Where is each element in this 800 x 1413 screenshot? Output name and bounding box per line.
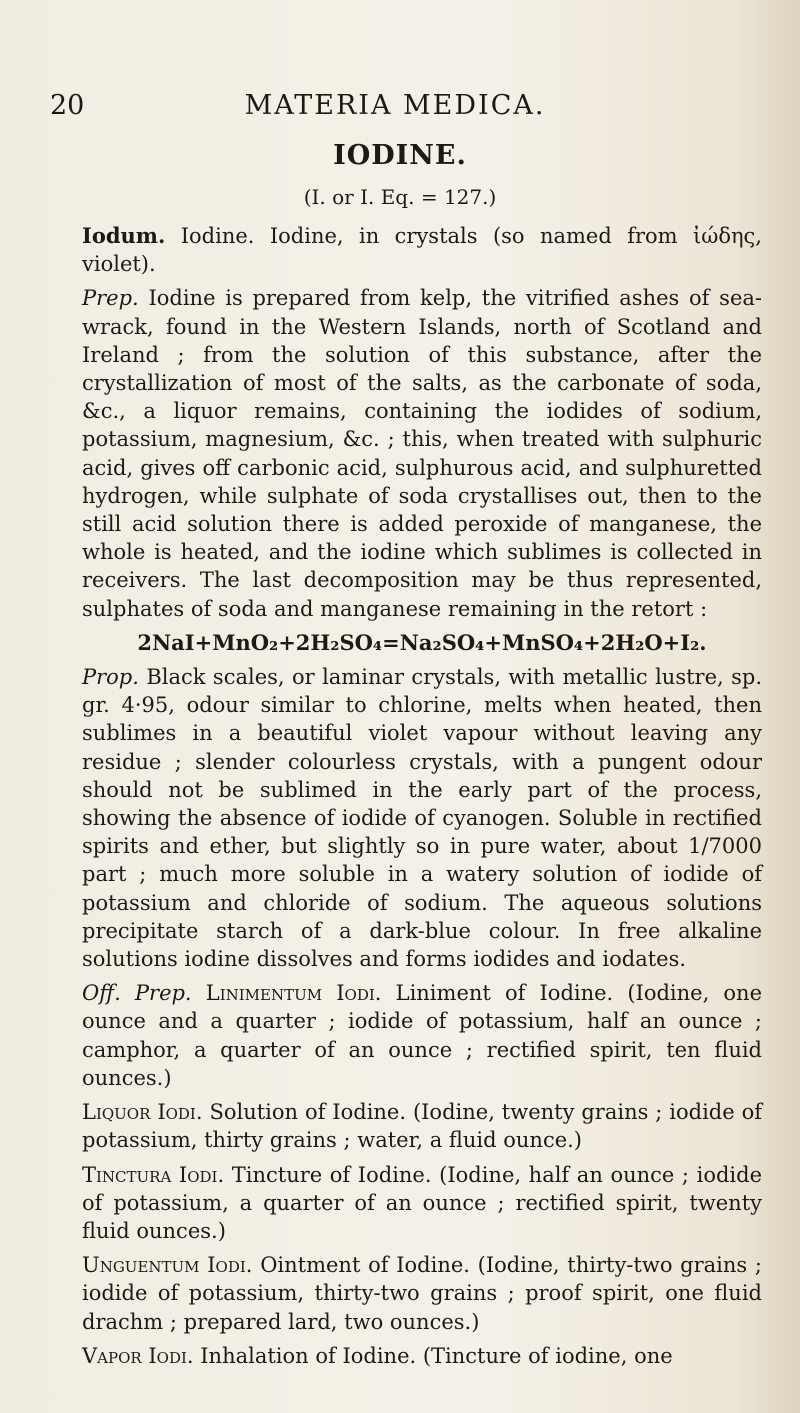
preparation-text: Ointment of Iodine. (Iodine, thirty-two grains ; iodide of potassium, thirty-two grains ; proof spirit, one fluid drachm ; prepared lard, two ounces.) <box>82 1253 762 1334</box>
iodum-term: Iodum. <box>82 223 166 248</box>
preparation-name: Linimentum Iodi. <box>205 981 382 1006</box>
preparation-entry <box>82 1251 762 1336</box>
preparation-entry <box>82 1161 762 1246</box>
prop-text-after: part ; much more soluble in a watery solution of iodide of potassium and chloride of sodium. The aqueous solutions precipitate starch of a dark-blue colour. In free alkaline solutions iodine dissolves and forms iodides and iodates. <box>82 862 762 972</box>
running-head <box>50 90 740 130</box>
preparation-text: Solution of Iodine. (Iodine, twenty grains ; iodide of potassium, thirty grains ; water, a fluid ounce.) <box>82 1100 763 1153</box>
prep-label: Prep. <box>82 286 139 311</box>
body-text <box>82 222 762 1376</box>
reaction-formula: 2NaI+MnO₂+2H₂SO₄=Na₂SO₄+MnSO₄+2H₂O+I₂. <box>137 629 707 655</box>
preparation-name: Tinctura Iodi. <box>82 1162 225 1187</box>
prop-paragraph <box>82 663 762 973</box>
preparation-name: Vapor Iodi. <box>82 1343 194 1368</box>
iodum-paragraph <box>82 222 762 278</box>
preparation-entry <box>82 1342 762 1370</box>
prep-paragraph <box>82 284 762 622</box>
iodum-text: Iodine. Iodine, in crystals (so named from ἰώδης, violet). <box>82 224 762 277</box>
preparation-name: Liquor Iodi. <box>82 1100 203 1125</box>
preparation-entry <box>82 1098 762 1154</box>
preparation-text: Tincture of Iodine. (Iodine, half an ounce ; iodide of potassium, a quarter of an ounce ; rectified spirit, twenty fluid ounces.) <box>82 1162 763 1243</box>
equivalent-line: (I. or I. Eq. = 127.) <box>303 185 497 209</box>
page-number: 20 <box>50 90 85 121</box>
off-prep-label: Off. Prep. <box>82 981 192 1006</box>
preparation-text: Inhalation of Iodine. (Tincture of iodine, one <box>200 1343 673 1368</box>
solubility-fraction: 1/7000 <box>688 834 762 859</box>
prep-text: Iodine is prepared from kelp, the vitrified ashes of sea-wrack, found in the Western Islands, north of Scotland and Ireland ; from the solution of this substance, after the crystallization of most of the salts, as the carbonate of soda, &c., a liquor remains, containing the iodides of sodium, potassium, magnesium, &c. ; this, when treated with sulphuric acid, gives off carbonic acid, sulphurous acid, and sulphuretted hydrogen, while sulphate of soda crystallises out, then to the still acid solution there is added peroxide of manganese, the whole is heated, and the iodine which sublimes is collected in receivers. The last decomposition may be thus represented, sulphates of soda and manganese remaining in the retort : <box>82 286 762 621</box>
section-heading: IODINE. <box>333 140 467 171</box>
prop-text-before: Black scales, or laminar crystals, with metallic lustre, sp. gr. 4·95, odour similar to chlorine, melts when heated, then sublimes in a beautiful violet vapour without leaving any residue ; slender colourless crystals, with a pungent odour should not be sublimed in the early part of the process, showing the absence of iodide of cyanogen. Soluble in rectified spirits and ether, but slightly so in pure water, about <box>82 665 762 859</box>
running-title: MATERIA MEDICA. <box>244 90 546 121</box>
preparation-text: Liniment of Iodine. (Iodine, one ounce and a quarter ; iodide of potassium, half an ounce ; camphor, a quarter of an ounce ; rectified spirit, ten fluid ounces.) <box>82 981 762 1090</box>
preparation-name: Unguentum Iodi. <box>82 1253 253 1278</box>
prop-label: Prop. <box>82 665 139 690</box>
off-prep-paragraph <box>82 979 762 1092</box>
